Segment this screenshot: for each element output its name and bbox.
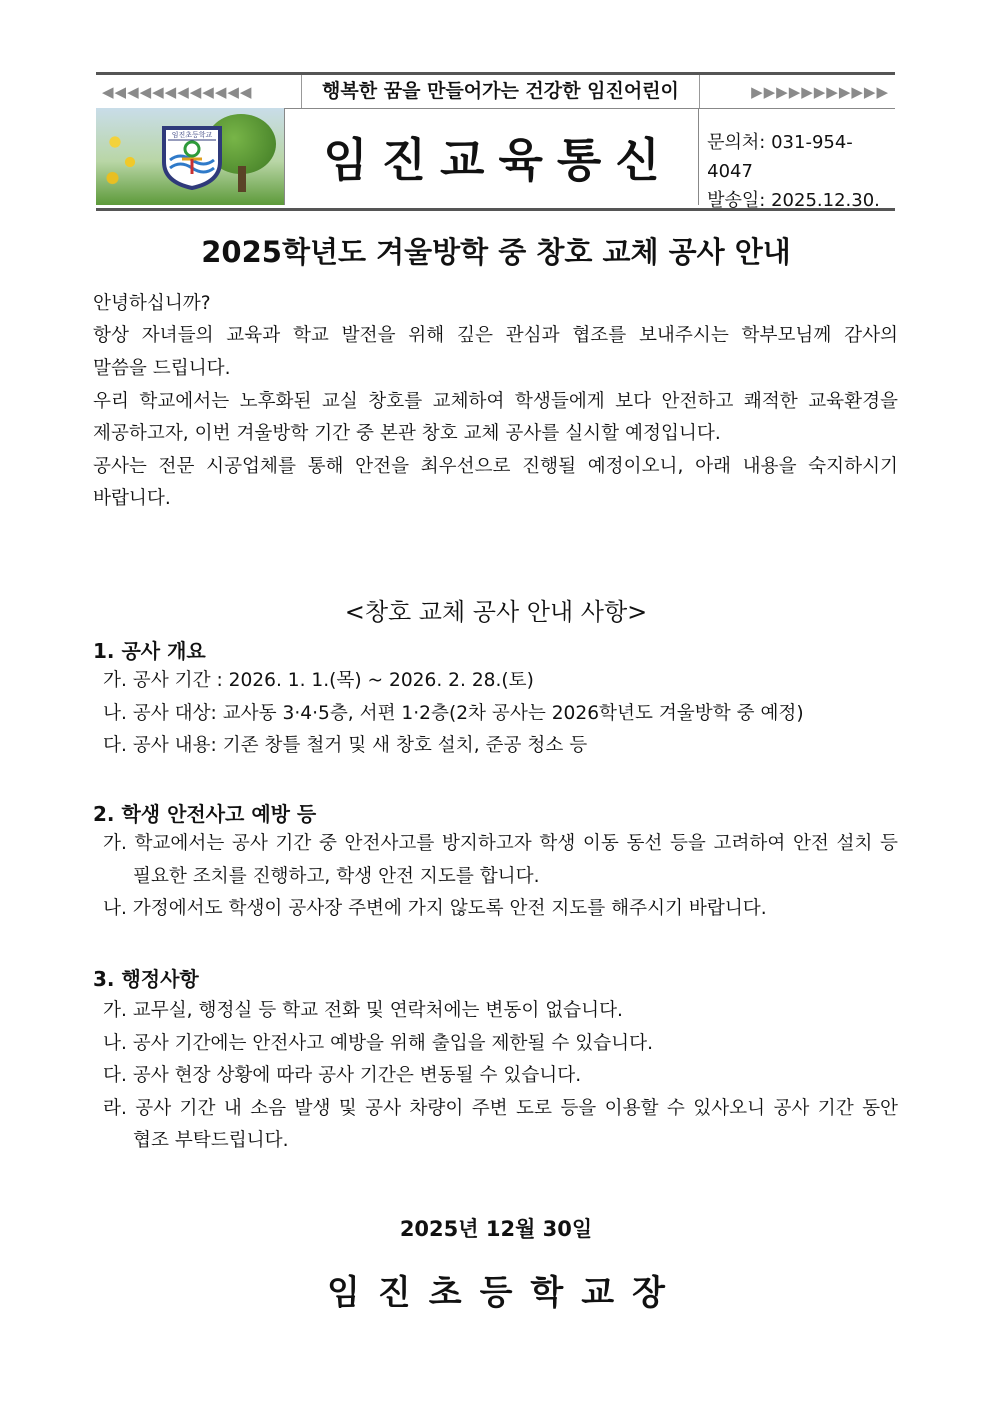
forsythia-flowers [100,118,150,198]
greeting: 안녕하십니까? [93,293,211,314]
document-title: 2025학년도 겨울방학 중 창호 교체 공사 안내 [201,235,791,269]
paragraph-1-line-2: 말씀을 드립니다. [93,358,231,379]
section-2-item-2: 나. 가정에서도 학생이 공사장 주변에 가지 않도록 안전 지도를 해주시기 바랍니다. [103,898,767,919]
principal-signature: 임진초등학교장 [327,1273,683,1313]
issue-date: 2025년 12월 30일 [399,1217,593,1241]
paragraph-2-line-1: 우리 학교에서는 노후화된 교실 창호를 교체하여 학생들에게 보다 안전하고 쾌적한 교육환경을 [93,391,898,412]
school-slogan: 행복한 꿈을 만들어가는 건강한 임진어린이 [301,75,700,108]
section-1-item: 가. 공사 기간 : 2026. 1. 1.(목) ~ 2026. 2. 28.(토) [103,670,534,691]
contact-phone: 문의처: 031-954-4047 [707,132,853,182]
section-1-item: 다. 공사 내용: 기존 창틀 철거 및 새 창호 설치, 준공 청소 등 [103,735,588,756]
section-3-item-4-line-2: 협조 부탁드립니다. [133,1130,289,1151]
right-arrows-decoration: ▶▶▶▶▶▶▶▶▶▶▶ [751,82,889,101]
section-3-item: 다. 공사 현장 상황에 따라 공사 기간은 변동될 수 있습니다. [103,1065,582,1086]
logo-text: 임진초등학교 [171,131,213,139]
section-1-heading: 1. 공사 개요 [93,639,206,663]
contact-info [699,108,895,211]
banner-row [96,108,895,211]
paragraph-1-line-1: 항상 자녀들의 교육과 학교 발전을 위해 깊은 관심과 협조를 보내주시는 학부모님께 감사의 [93,325,898,346]
section-3-item-4-line-1: 라. 공사 기간 내 소음 발생 및 공사 차량이 주변 도로 등을 이용할 수 있사오니 공사 기간 동안 [103,1098,898,1119]
paragraph-3-line-2: 바랍니다. [93,488,171,509]
section-2-item-1-line-2: 필요한 조치를 진행하고, 학생 안전 지도를 합니다. [133,866,540,887]
newsletter-title-cell [285,108,699,205]
section-1-item: 나. 공사 대상: 교사동 3·4·5층, 서편 1·2층(2차 공사는 2026학년도 겨울방학 중 예정) [103,703,804,724]
newsletter-title: 임진교육통신 [323,132,674,187]
paragraph-3-line-1: 공사는 전문 시공업체를 통해 안전을 최우선으로 진행될 예정이오니, 아래 내용을 숙지하시기 [93,456,898,477]
tree-trunk [238,166,246,192]
section-3-heading: 3. 행정사항 [93,967,199,991]
header-photo [96,108,285,205]
section-2-item-1-line-1: 가. 학교에서는 공사 기간 중 안전사고를 방지하고자 학생 이동 동선 등을 고려하여 안전 설치 등 [103,833,898,854]
notice-section-title: <창호 교체 공사 안내 사항> [344,598,648,626]
school-logo [158,122,226,190]
send-date: 발송일: 2025.12.30. [707,190,880,211]
paragraph-2-line-2: 제공하고자, 이번 겨울방학 기간 중 본관 창호 교체 공사를 실시할 예정입니다. [93,423,721,444]
section-3-item: 가. 교무실, 행정실 등 학교 전화 및 연락처에는 변동이 없습니다. [103,1000,623,1021]
slogan-row [96,75,895,109]
newsletter-header [96,72,895,211]
section-3-item: 나. 공사 기간에는 안전사고 예방을 위해 출입을 제한될 수 있습니다. [103,1033,653,1054]
section-2-heading: 2. 학생 안전사고 예방 등 [93,802,317,826]
left-arrows-decoration: ◀◀◀◀◀◀◀◀◀◀◀◀ [102,82,253,101]
